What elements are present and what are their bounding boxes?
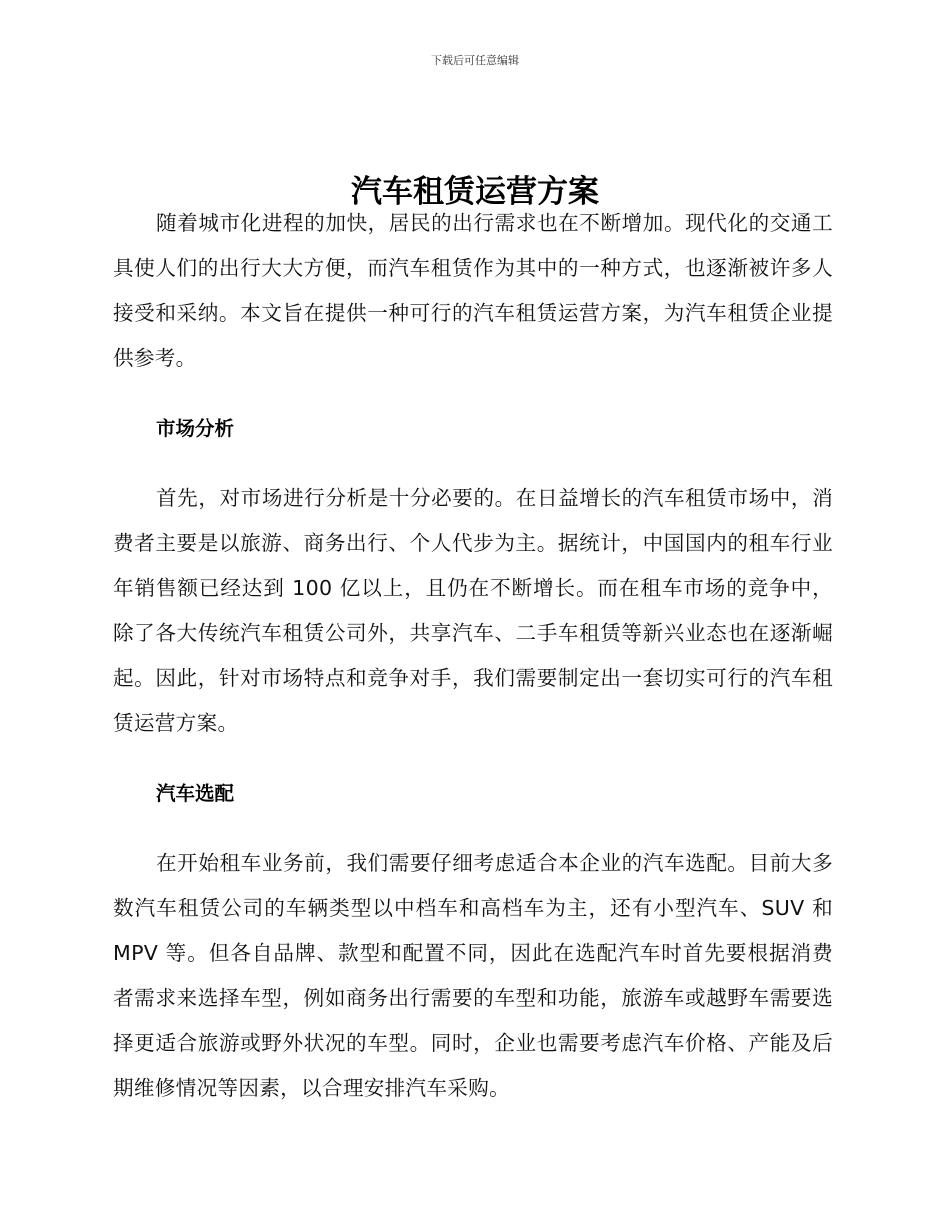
spacer	[113, 816, 833, 841]
spacer	[113, 451, 833, 476]
page-header-note: 下载后可任意编辑	[431, 54, 519, 67]
section-body-market-analysis: 首先，对市场进行分析是十分必要的。在日益增长的汽车租赁市场中，消费者主要是以旅游、商务出行、个人代步为主。据统计，中国国内的租车行业年销售额已经达到 100 亿以上，且仍在不断增长。而在租车市场的竞争中，除了各大传统汽车租赁公司外，共享汽车、二手车租赁等新兴业态也在逐渐崛起。因此，针对市场特点和竞争对手，我们需要制定出一套切实可行的汽车租赁运营方案。	[113, 486, 833, 735]
section-body-vehicle-selection: 在开始租车业务前，我们需要仔细考虑适合本企业的汽车选配。目前大多数汽车租赁公司的车辆类型以中档车和高档车为主，还有小型汽车、SUV 和 MPV 等。但各自品牌、款型和配置不同，因此在选配汽车时首先要根据消费者需求来选择车型，例如商务出行需要的车型和功能，旅游车或越野车需要选择更适合旅游或野外状况的车型。同时，企业也需要考虑汽车价格、产能及后期维修情况等因素，以合理安排汽车采购。	[113, 851, 833, 1100]
intro-paragraph: 随着城市化进程的加快，居民的出行需求也在不断增加。现代化的交通工具使人们的出行大大方便，而汽车租赁作为其中的一种方式，也逐渐被许多人接受和采纳。本文旨在提供一种可行的汽车租赁运营方案，为汽车租赁企业提供参考。	[113, 211, 833, 370]
spacer	[113, 746, 833, 771]
document-title: 汽车租赁运营方案	[351, 173, 599, 210]
document-body	[113, 201, 833, 1111]
spacer	[113, 381, 833, 406]
section-heading-vehicle-selection: 汽车选配	[156, 782, 235, 805]
section-heading-market-analysis: 市场分析	[156, 417, 235, 440]
